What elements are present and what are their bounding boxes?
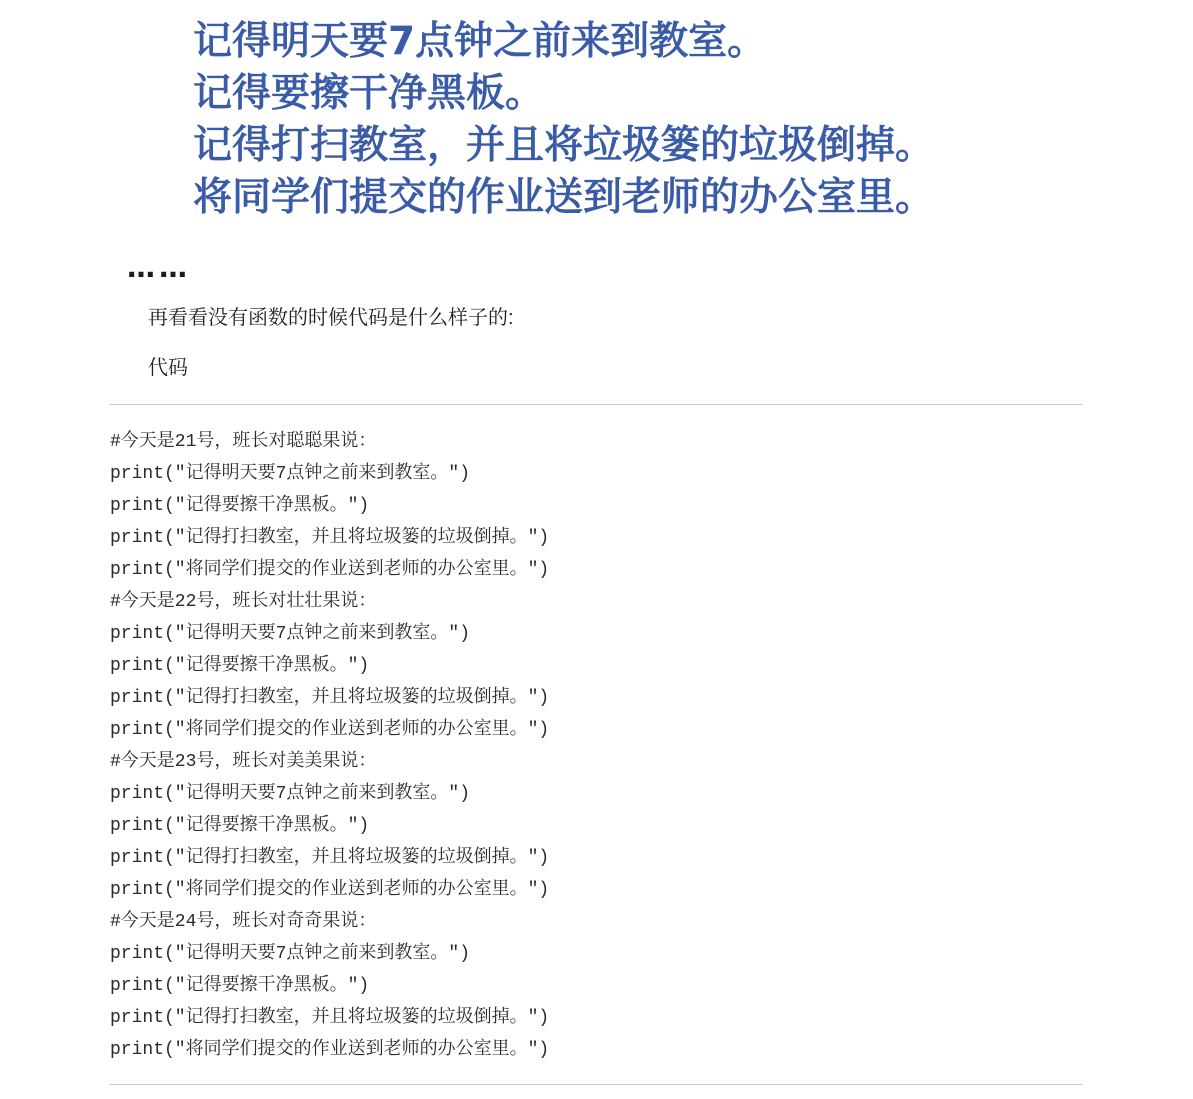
banner-line: 记得打扫教室，并且将垃圾篓的垃圾倒掉。 [193, 123, 935, 168]
code-line: #今天是23号，班长对美美果说： [110, 752, 377, 772]
code-line: print("将同学们提交的作业送到老师的办公室里。") [110, 560, 550, 580]
banner-line: 记得要擦干净黑板。 [193, 71, 545, 116]
code-line: print("记得打扫教室，并且将垃圾篓的垃圾倒掉。") [110, 848, 550, 868]
code-line: print("记得明天要7点钟之前来到教室。") [110, 464, 471, 484]
code-block [110, 426, 1082, 1066]
code-label: 代码 [148, 357, 188, 379]
code-line: print("记得明天要7点钟之前来到教室。") [110, 624, 471, 644]
intro-paragraph: 再看看没有函数的时候代码是什么样子的: [148, 307, 514, 329]
code-line: #今天是22号，班长对壮壮果说： [110, 592, 377, 612]
divider [110, 1084, 1082, 1085]
code-line: print("将同学们提交的作业送到老师的办公室里。") [110, 880, 550, 900]
banner-line: 将同学们提交的作业送到老师的办公室里。 [193, 175, 935, 220]
code-line: print("记得要擦干净黑板。") [110, 976, 370, 996]
code-line: print("将同学们提交的作业送到老师的办公室里。") [110, 1040, 550, 1060]
ellipsis: …… [127, 251, 191, 284]
code-line: print("记得要擦干净黑板。") [110, 656, 370, 676]
banner-image [193, 16, 993, 224]
code-line: print("记得打扫教室，并且将垃圾篓的垃圾倒掉。") [110, 688, 550, 708]
code-line: print("记得明天要7点钟之前来到教室。") [110, 944, 471, 964]
code-line: #今天是24号，班长对奇奇果说： [110, 912, 377, 932]
code-line: print("记得打扫教室，并且将垃圾篓的垃圾倒掉。") [110, 1008, 550, 1028]
code-line: print("记得要擦干净黑板。") [110, 496, 370, 516]
banner-line: 记得明天要7点钟之前来到教室。 [193, 19, 767, 64]
code-line: print("记得打扫教室，并且将垃圾篓的垃圾倒掉。") [110, 528, 550, 548]
code-line: #今天是21号，班长对聪聪果说： [110, 432, 377, 452]
code-line: print("记得要擦干净黑板。") [110, 816, 370, 836]
code-line: print("记得明天要7点钟之前来到教室。") [110, 784, 471, 804]
divider [110, 404, 1082, 405]
code-line: print("将同学们提交的作业送到老师的办公室里。") [110, 720, 550, 740]
